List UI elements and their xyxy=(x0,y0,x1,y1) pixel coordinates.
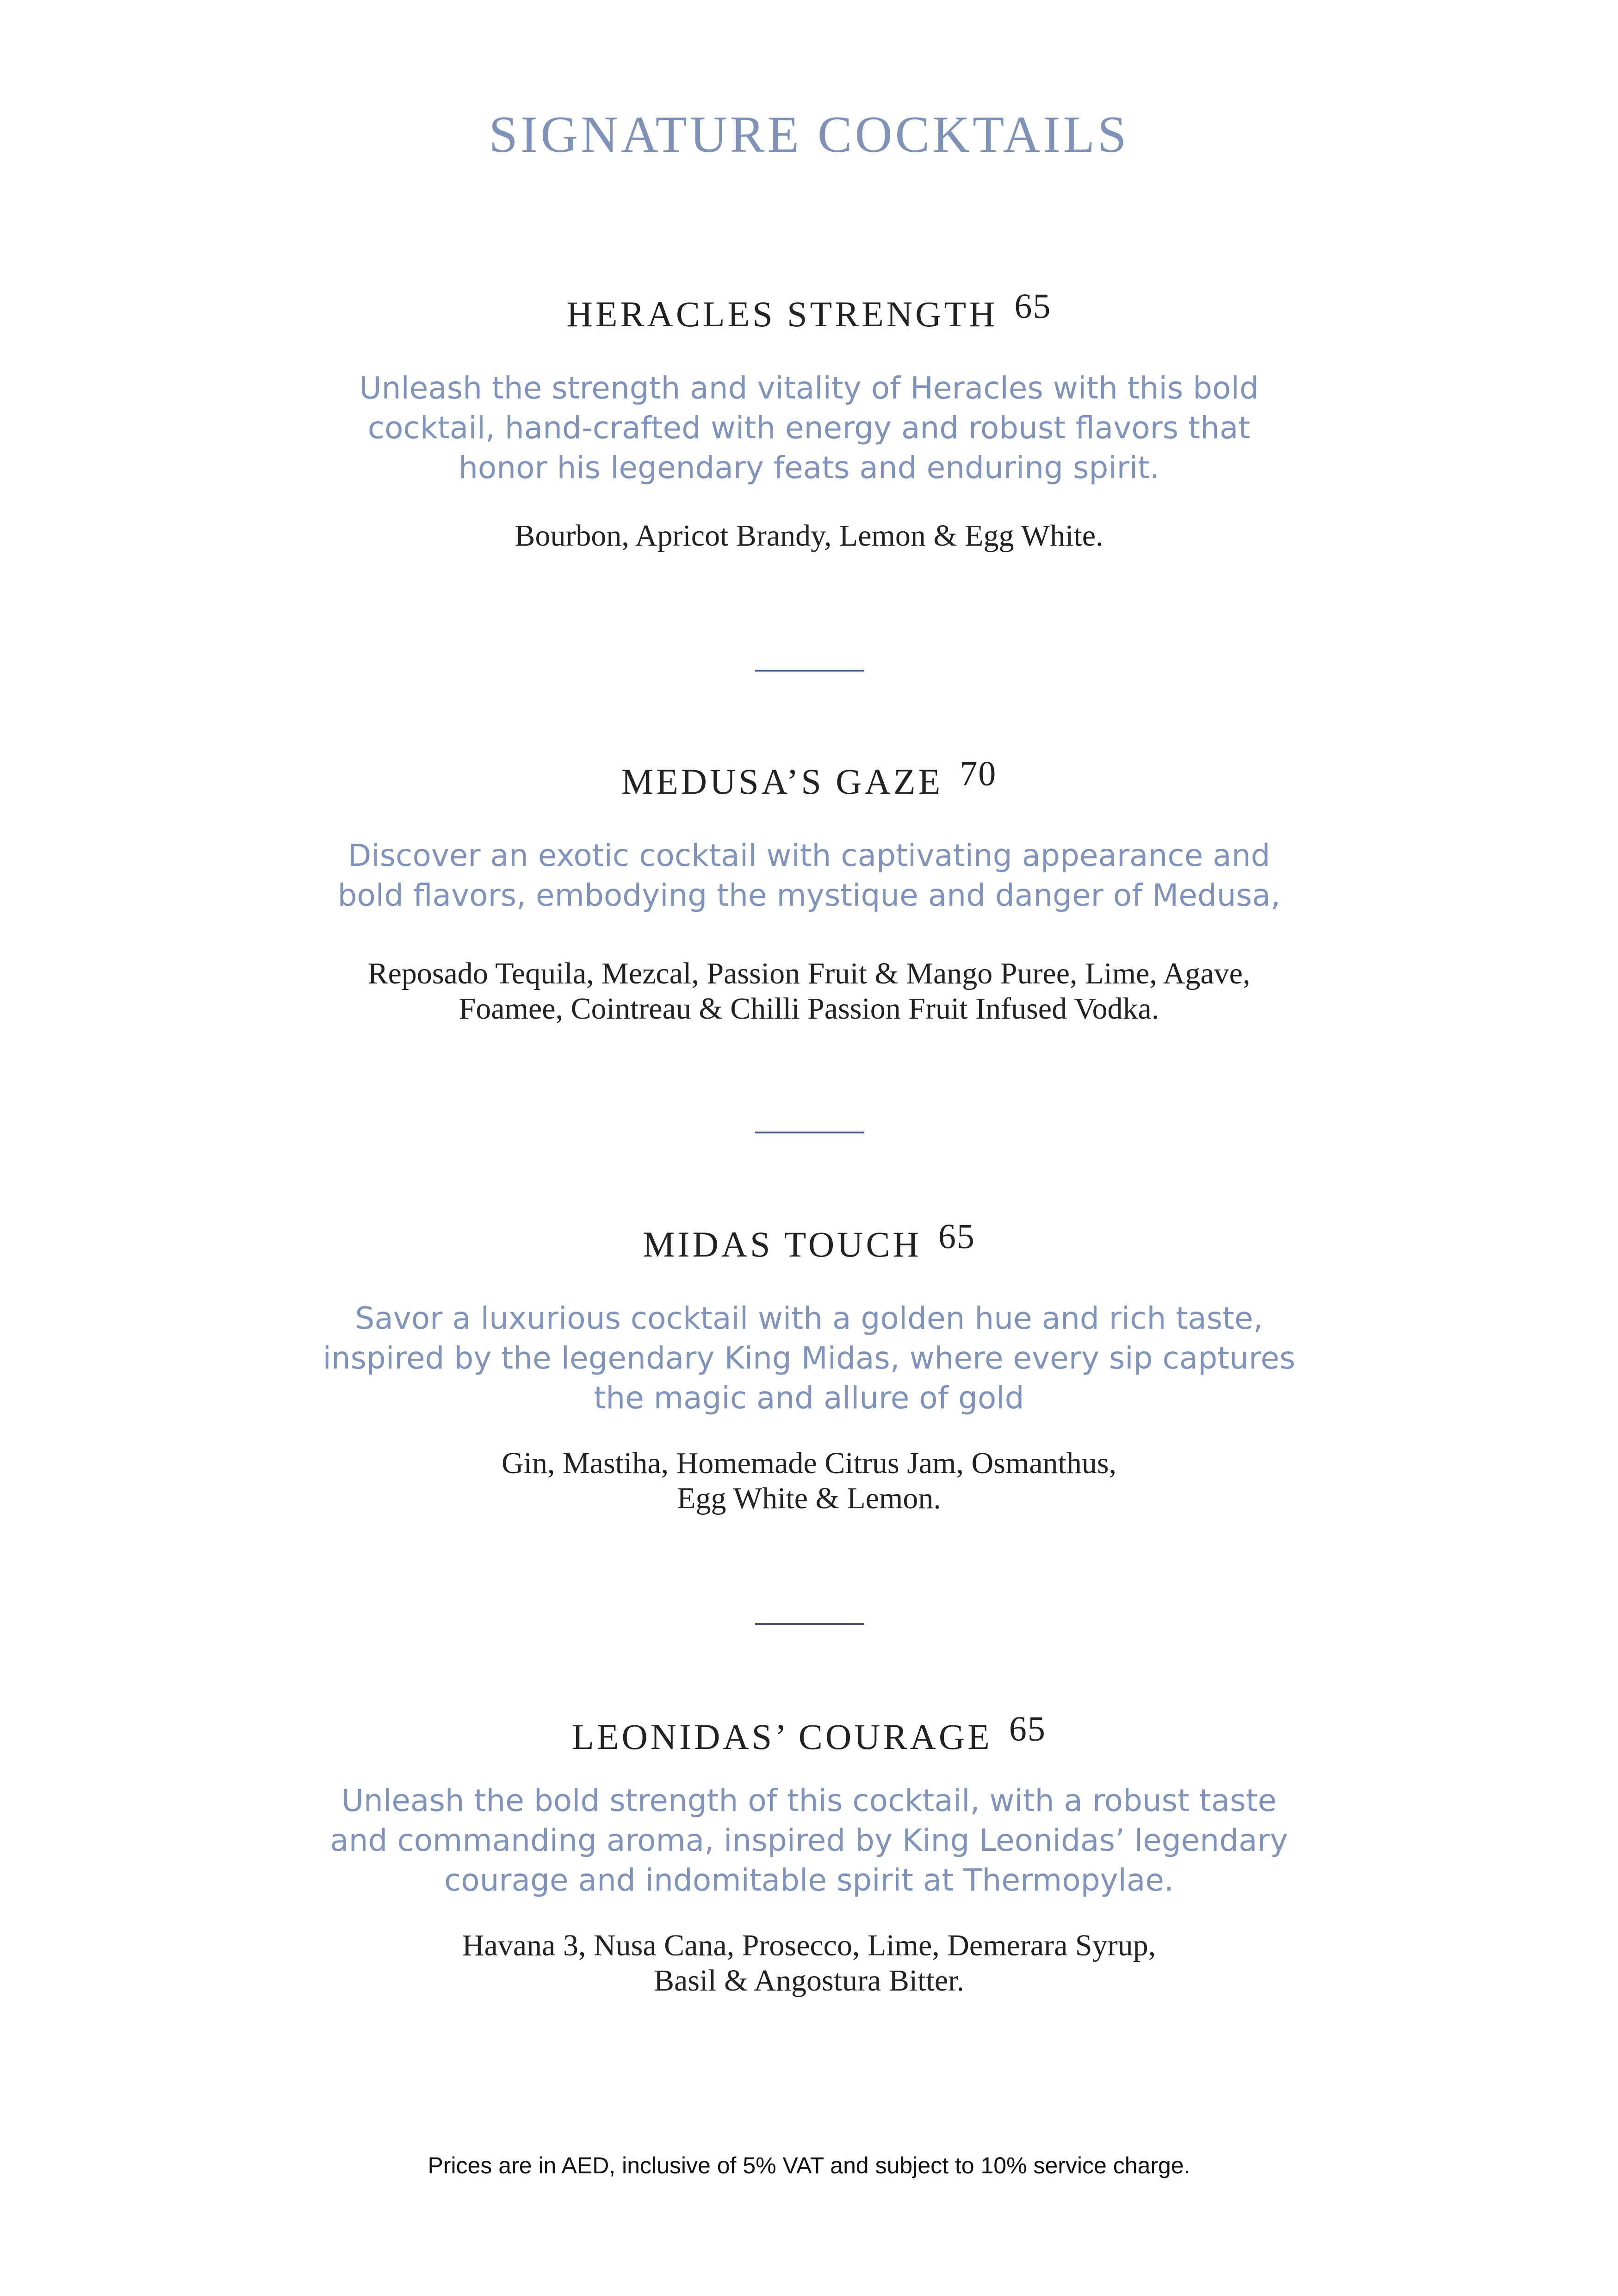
price-footnote: Prices are in AED, inclusive of 5% VAT and subject to 10% service charge. xyxy=(428,2153,1190,2178)
item-price: 65 xyxy=(1014,287,1052,326)
item-price: 65 xyxy=(938,1217,975,1256)
item-description: Discover an exotic cocktail with captivating appearance and bold flavors, embodying the mystique and danger of Medusa, xyxy=(337,838,1281,913)
item-description: Unleash the bold strength of this cocktail, with a robust taste and commanding aroma, inspired by King Leonidas’ legendary courage and indomitable spirit at Thermopylae. xyxy=(330,1783,1288,1898)
menu-item xyxy=(0,1217,1618,1516)
item-ingredients: Bourbon, Apricot Brandy, Lemon & Egg White. xyxy=(515,519,1103,553)
item-name: MEDUSA’S GAZE xyxy=(621,761,943,802)
item-header xyxy=(0,754,1618,802)
item-price: 70 xyxy=(960,754,997,793)
item-header xyxy=(0,1217,1618,1264)
item-name: LEONIDAS’ COURAGE xyxy=(572,1717,992,1757)
section-divider xyxy=(755,670,864,672)
menu-title: SIGNATURE COCKTAILS xyxy=(489,106,1129,163)
menu-item xyxy=(0,1710,1618,1998)
section-divider xyxy=(755,1132,864,1133)
item-ingredients: Havana 3, Nusa Cana, Prosecco, Lime, Demerara Syrup, Basil & Angostura Bitter. xyxy=(462,1929,1156,1997)
item-ingredients: Gin, Mastiha, Homemade Citrus Jam, Osmanthus, Egg White & Lemon. xyxy=(501,1446,1117,1515)
section-divider xyxy=(755,1623,864,1625)
item-name: MIDAS TOUCH xyxy=(643,1224,922,1264)
item-name: HERACLES STRENGTH xyxy=(566,294,998,334)
item-price: 65 xyxy=(1009,1710,1046,1748)
item-description: Unleash the strength and vitality of Heracles with this bold cocktail, hand-crafted with energy and robust flavors that honor his legendary feats and enduring spirit. xyxy=(359,370,1259,485)
item-header xyxy=(0,1710,1618,1757)
menu-item xyxy=(0,754,1618,1027)
menu-item xyxy=(0,287,1618,554)
item-header xyxy=(0,287,1618,334)
item-description: Savor a luxurious cocktail with a golden hue and rich taste, inspired by the legendary King Midas, where every sip captures the magic and allure of gold xyxy=(322,1300,1296,1416)
item-ingredients: Reposado Tequila, Mezcal, Passion Fruit & Mango Puree, Lime, Agave, Foamee, Cointreau & Chilli Passion Fruit Infused Vodka. xyxy=(367,957,1251,1026)
